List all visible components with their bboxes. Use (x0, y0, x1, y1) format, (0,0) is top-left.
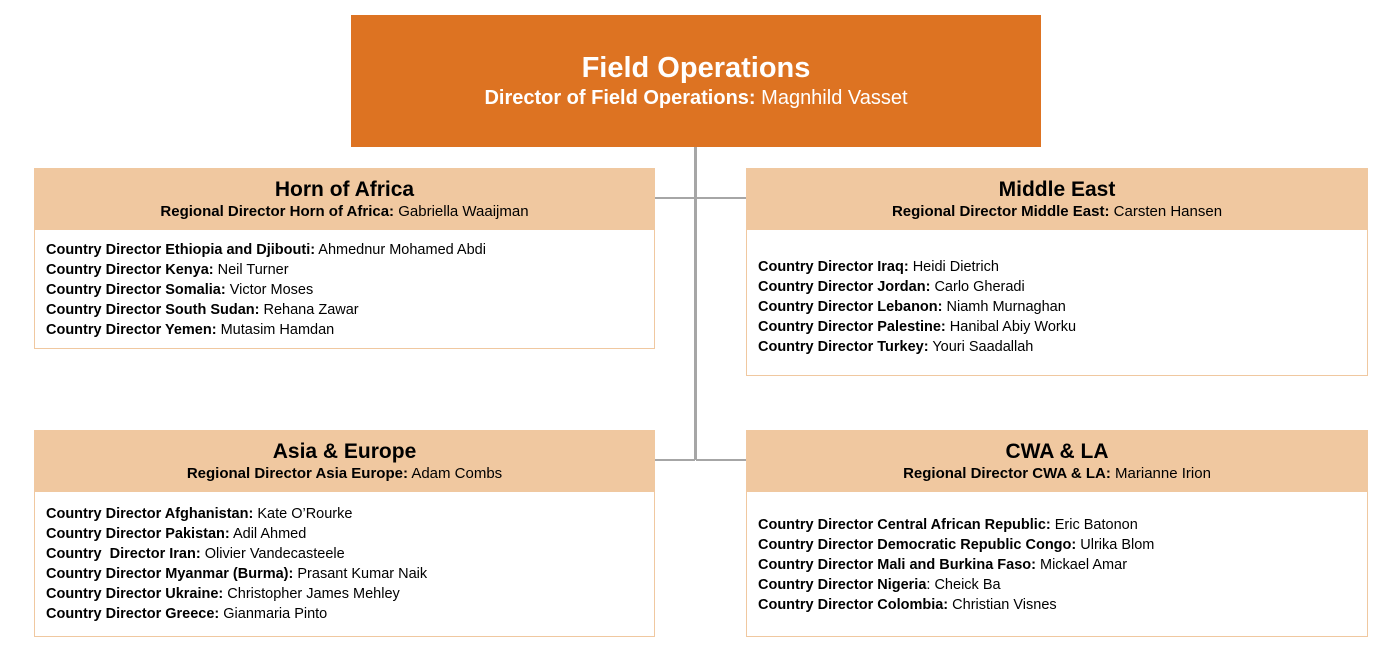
regional-director (35, 464, 654, 484)
country-director-name: Ulrika Blom (1080, 537, 1155, 553)
country-director-name: Prasant Kumar Naik (297, 566, 428, 582)
connector-middle-east (696, 197, 746, 199)
country-director-name: Eric Batonon (1054, 517, 1138, 533)
country-director-item (46, 604, 654, 624)
region-cwa-la (746, 430, 1368, 637)
country-director-item (758, 337, 1367, 357)
country-director-item (758, 595, 1367, 615)
country-director-name: Christopher James Mehley (227, 586, 400, 602)
country-director-role: Country Director Nigeria (758, 577, 927, 593)
country-director-name: Heidi Dietrich (912, 259, 999, 275)
country-director-name: Christian Visnes (952, 597, 1057, 613)
top-director-name: Magnhild Vasset (761, 87, 908, 109)
region-asia-europe (34, 430, 655, 637)
country-director-name: Ahmednur Mohamed Abdi (318, 242, 486, 258)
region-header (746, 430, 1368, 492)
region-name: Horn of Africa (274, 178, 415, 201)
country-director-item (46, 584, 654, 604)
country-director-role: Country Director Yemen: (46, 322, 217, 338)
country-director-item (758, 257, 1367, 277)
country-director-name: Mutasim Hamdan (220, 322, 335, 338)
regional-director-name: Marianne Irion (1115, 465, 1211, 482)
connector-cwa-la (696, 459, 746, 461)
regional-director-name: Adam Combs (411, 465, 503, 482)
region-country-list (746, 230, 1368, 376)
country-director-role: Country Director Myanmar (Burma): (46, 566, 294, 582)
country-director-name: Neil Turner (217, 262, 289, 278)
country-director-name: Adil Ahmed (232, 526, 307, 542)
country-director-role: Country Director Ukraine: (46, 586, 224, 602)
country-director-item (758, 297, 1367, 317)
region-header (34, 168, 655, 230)
top-director-role: Director of Field Operations: (484, 87, 756, 109)
country-director-role: Country Director South Sudan: (46, 302, 260, 318)
connector-vertical (694, 147, 697, 460)
country-director-item (46, 320, 654, 340)
country-director-role: Country Director Somalia: (46, 282, 226, 298)
regional-director-role: Regional Director Middle East: (891, 203, 1110, 220)
regional-director-role: Regional Director Asia Europe: (186, 465, 408, 482)
country-director-role: Country Director Turkey: (758, 339, 929, 355)
regional-director (747, 202, 1367, 222)
country-director-item (46, 240, 654, 260)
country-director-item (46, 280, 654, 300)
country-director-item (758, 277, 1367, 297)
top-director (351, 85, 1041, 111)
country-director-item (758, 515, 1367, 535)
country-director-role: Country Director Iraq: (758, 259, 909, 275)
country-director-name: Youri Saadallah (932, 339, 1034, 355)
top-title: Field Operations (581, 52, 811, 84)
regional-director-role: Regional Director Horn of Africa: (160, 203, 395, 220)
region-country-list (34, 230, 655, 349)
country-director-item (46, 544, 654, 564)
regional-director-name: Gabriella Waaijman (398, 203, 529, 220)
region-header (746, 168, 1368, 230)
country-director-role: Country Director Iran: (46, 546, 201, 562)
connector-horn-of-africa (654, 197, 695, 199)
country-director-name: : Cheick Ba (926, 577, 1001, 593)
region-name: Middle East (998, 178, 1116, 201)
region-name: CWA & LA (1005, 440, 1109, 463)
country-director-name: Hanibal Abiy Worku (949, 319, 1077, 335)
country-director-name: Mickael Amar (1040, 557, 1128, 573)
country-director-item (758, 317, 1367, 337)
country-director-name: Olivier Vandecasteele (204, 546, 345, 562)
country-director-item (758, 555, 1367, 575)
regional-director (747, 464, 1367, 484)
country-director-role: Country Director Mali and Burkina Faso: (758, 557, 1036, 573)
country-director-item (46, 300, 654, 320)
region-horn-of-africa (34, 168, 655, 349)
country-director-name: Niamh Murnaghan (946, 299, 1066, 315)
country-director-name: Gianmaria Pinto (223, 606, 328, 622)
country-director-name: Carlo Gheradi (934, 279, 1025, 295)
field-operations-box (351, 15, 1041, 147)
country-director-item (46, 260, 654, 280)
country-director-role: Country Director Pakistan: (46, 526, 230, 542)
connector-asia-europe (654, 459, 695, 461)
country-director-role: Country Director Greece: (46, 606, 220, 622)
region-country-list (34, 492, 655, 637)
country-director-item (758, 575, 1367, 595)
country-director-role: Country Director Jordan: (758, 279, 931, 295)
country-director-name: Kate O’Rourke (257, 506, 353, 522)
country-director-name: Victor Moses (229, 282, 314, 298)
country-director-role: Country Director Central African Republic: (758, 517, 1051, 533)
region-middle-east (746, 168, 1368, 376)
country-director-role: Country Director Afghanistan: (46, 506, 254, 522)
country-director-item (46, 564, 654, 584)
region-header (34, 430, 655, 492)
country-director-item (46, 524, 654, 544)
country-director-role: Country Director Ethiopia and Djibouti: (46, 242, 316, 258)
country-director-item (758, 535, 1367, 555)
country-director-item (46, 504, 654, 524)
country-director-role: Country Director Palestine: (758, 319, 946, 335)
country-director-name: Rehana Zawar (263, 302, 359, 318)
regional-director-name: Carsten Hansen (1113, 203, 1223, 220)
country-director-role: Country Director Kenya: (46, 262, 214, 278)
regional-director (35, 202, 654, 222)
regional-director-role: Regional Director CWA & LA: (903, 465, 1111, 482)
country-director-role: Country Director Colombia: (758, 597, 949, 613)
country-director-role: Country Director Democratic Republic Congo: (758, 537, 1077, 553)
country-director-role: Country Director Lebanon: (758, 299, 943, 315)
region-country-list (746, 492, 1368, 637)
region-name: Asia & Europe (272, 440, 417, 463)
